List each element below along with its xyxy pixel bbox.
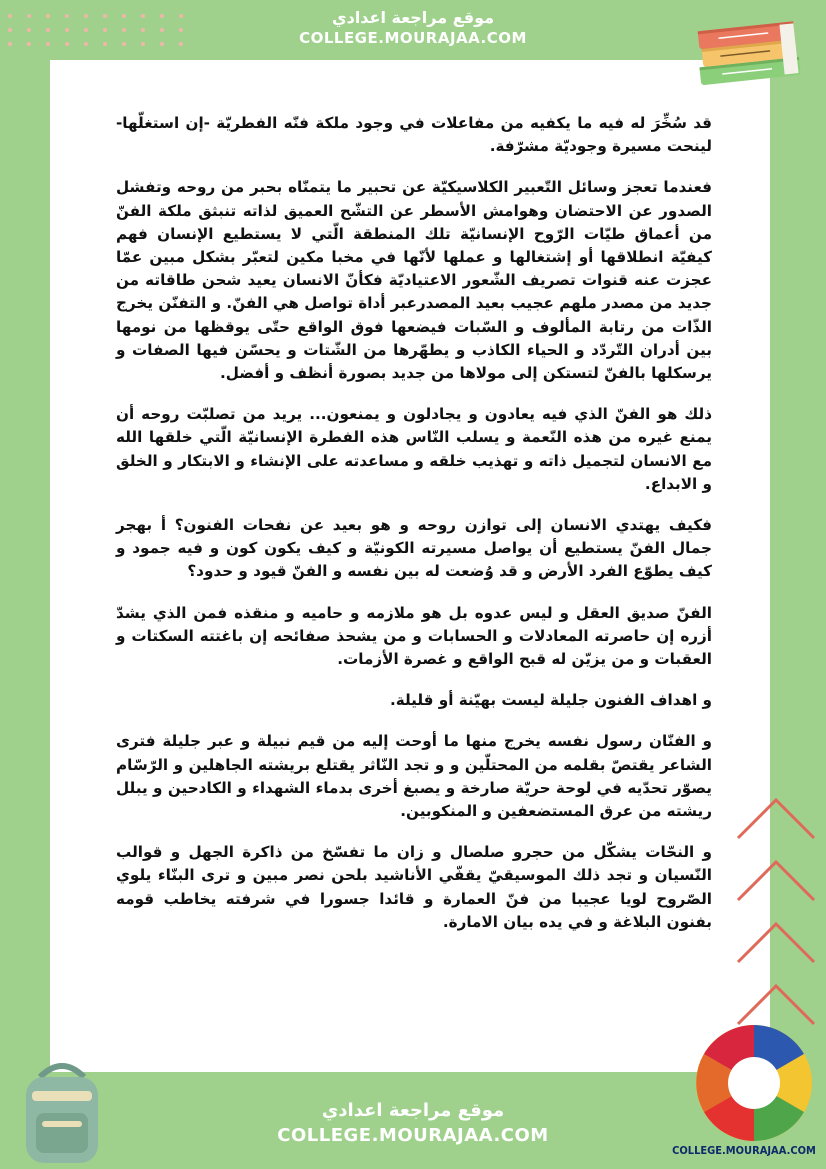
paragraph-7: و الفنّان رسول نفسه يخرج منها ما أوحت إليه من قيم نبيلة و عبر جليلة فترى الشاعر يقتصّ بقلمه من المحتلّين و و تجد النّاثر يقتلع بريشته الجاهلين و الرّسّام يصوّر تحدّيه في لوحة حريّة صارخة و يصبغ أخرى بدماء الشهداء و الكادحين و يبلل ريشته من عرق المستضعفين و المنكوبين.	[116, 732, 712, 821]
footer-site-url[interactable]: COLLEGE.MOURAJAA.COM	[277, 1125, 549, 1146]
dot	[8, 14, 12, 18]
dot-pattern	[8, 14, 198, 50]
dot	[27, 28, 31, 32]
dot	[84, 28, 88, 32]
dot	[122, 42, 126, 46]
backpack-icon	[12, 1055, 112, 1165]
dot	[46, 28, 50, 32]
books-icon	[690, 6, 810, 96]
paragraph-5: الفنّ صديق العقل و ليس عدوه بل هو ملازمه و حاميه و منقذه فمن الذي يشدّ أزره إن حاصرته المعادلات و الحسابات و من يشحذ صفائحه إن باغتته السكتات و العقبات و من يزيّن له قبح الواقع و غصرة الأزمات.	[116, 603, 712, 669]
dot	[84, 42, 88, 46]
header-site-url[interactable]: COLLEGE.MOURAJAA.COM	[299, 29, 527, 47]
dot	[103, 14, 107, 18]
paragraph-6: و اهداف الفنون جليلة ليست بهيّنة أو قليلة.	[389, 691, 712, 710]
dot	[179, 42, 183, 46]
school-wheel-logo	[693, 1022, 815, 1144]
dot	[65, 42, 69, 46]
dot	[46, 14, 50, 18]
dot	[160, 42, 164, 46]
paragraph-2: فعندما تعجز وسائل التّعبير الكلاسيكيّة عن تحبير ما يتمنّاه بحبر من روحه وتفشل الصدور عن الاحتضان وهوامش الأسطر عن التشّح العميق لذاته تنبثق ملكة الفنّ من أعماق طيّات الرّوح الإنسانيّة تلك المنطقة الّتي لا يستطيع الإنسان فهم كيفيّة انطلاقها أو إشتغالها و عملها لأنّها في مخبا مكين لتعبّر بشكل مبين عمّا عجزت عنه قنوات تصريف الشّعور الاعتياديّة فكأنّ الانسان يعيد شحن طاقاته من جديد من مصدر ملهم عجيب بعيد المصدرعبر أداة تواصل هي الفنّ. و التفنّن يخرج الذّات من رتابة المألوف و السّبات فيضعها فوق الواقع حتّى يوقظها من نومها بين أدران التّردّد و الحياء الكاذب و يطهّرها من الشّتات و يحسّن فيها الصفات و يرسكلها بالفنّ لتستكن إلى مولاها من جديد بصورة أنظف و أفضل.	[116, 178, 712, 383]
dot	[160, 28, 164, 32]
dot	[84, 14, 88, 18]
paragraph-8: و النحّات يشكّل من حجرو صلصال و زان ما تفسّخ من ذاكرة الجهل و قوالب النّسيان و تجد ذلك الموسيقيّ يقفّي الأناشيد بلحن نصر مبين و ترى البنّاء يلوي الصّروح لويا عجيبا من فنّ العمارة و قائدا جسورا في شرفته يخاطب قومه بفنون البلاغة و في يده بيان الامارة.	[116, 843, 712, 931]
dot	[46, 42, 50, 46]
dot	[103, 28, 107, 32]
paragraph-4: فكيف يهتدي الانسان إلى توازن روحه و هو بعيد عن نفحات الفنون؟ أ بهجر جمال الفنّ يستطيع أن يواصل مسيرته الكونيّة و كيف يكون كون و فيه جمود و كيف يطوّع الفرد الأرض و قد وُضعت له بين نفسه و الفنّ قيود و حدود؟	[116, 516, 712, 581]
dot	[160, 14, 164, 18]
dot	[27, 14, 31, 18]
chevron-decoration	[734, 790, 818, 1050]
header-site-name: موقع مراجعة اعدادي	[331, 8, 495, 27]
dot	[103, 42, 107, 46]
dot	[8, 28, 12, 32]
logo-site-label[interactable]: COLLEGE.MOURAJAA.COM	[672, 1144, 816, 1157]
dot	[65, 28, 69, 32]
dot	[179, 28, 183, 32]
dot	[141, 14, 145, 18]
footer-site-name: موقع مراجعة اعدادي	[321, 1100, 505, 1121]
dot	[141, 42, 145, 46]
header-tab	[265, 0, 561, 58]
paragraph-3: ذلك هو الفنّ الذي فيه يعادون و يجادلون و يمنعون... يريد من تصلبّت روحه أن يمنع غيره من هذه النّعمة و يسلب النّاس هذه الفطرة الإنسانيّة الّتي خلقها الله مع الانسان لتجميل ذاته و تهذيب خلقه و مساعدته على الإنشاء و الابتكار و الخلق و الابداع.	[116, 405, 712, 493]
dot	[179, 14, 183, 18]
dot	[65, 14, 69, 18]
article-body	[116, 112, 712, 952]
dot	[27, 42, 31, 46]
dot	[122, 28, 126, 32]
dot	[122, 14, 126, 18]
dot	[141, 28, 145, 32]
footer-tab	[265, 1072, 561, 1169]
paragraph-1: قد سُخِّرَ له فيه ما يكفيه من مفاعلات في وجود ملكة فنّه الفطريّة -إن استغلّها- لينحت مسيرة وجوديّة مشرّفة.	[116, 114, 712, 156]
dot	[8, 42, 12, 46]
